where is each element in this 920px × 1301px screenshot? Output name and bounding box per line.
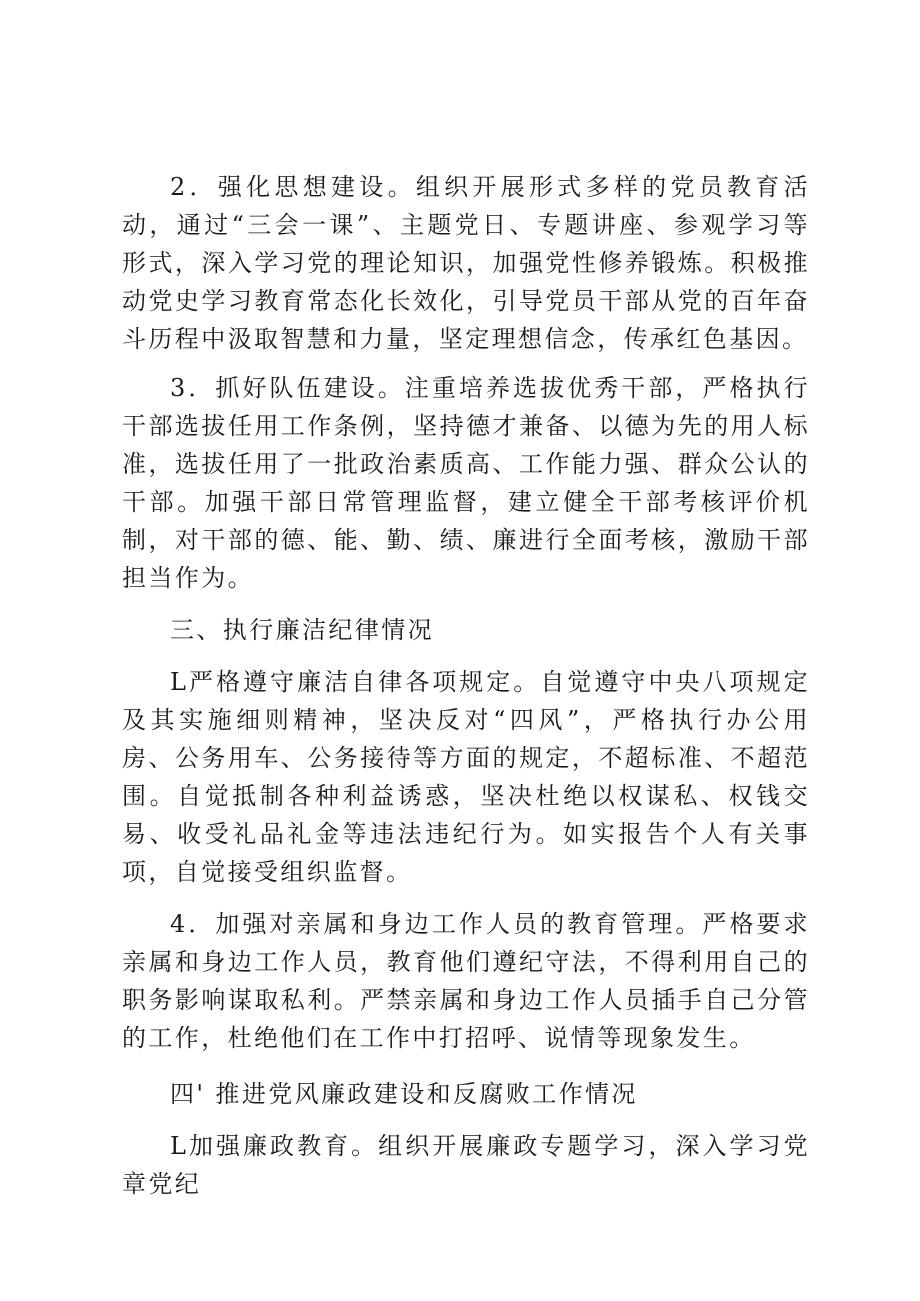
paragraph-body: 严格要求亲属和身边工作人员，教育他们遵纪守法，不得利用自己的职务影响谋取私利。严禁亲属和身边工作人员插手自己分管的工作，杜绝他们在工作中打招呼、说情等现象发生。 [122,910,810,1052]
paragraph-team-building [122,369,810,597]
paragraph-lead: L加强廉政教育。 [170,1132,379,1160]
section-heading-anticorruption: 四' 推进党风廉政建设和反腐败工作情况 [170,1080,638,1108]
paragraph-self-discipline [122,663,810,891]
section-heading-discipline: 三、执行廉洁纪律情况 [170,616,434,644]
paragraph-integrity-education [122,1127,810,1203]
document-page [122,168,810,1203]
paragraph-lead: L严格遵守廉洁自律各项规定。 [170,668,541,696]
paragraph-body: 注重培养选拔优秀干部，严格执行干部选拔任用工作条例，坚持德才兼备、以德为先的用人标准，选拔任用了一批政治素质高、工作能力强、群众公认的干部。加强干部日常管理监督，建立健全干部考核评价机制，对干部的德、能、勤、绩、廉进行全面考核，激励干部担当作为。 [122,374,811,592]
paragraph-relatives-management [122,905,810,1057]
paragraph-lead: 3．抓好队伍建设。 [170,374,405,402]
paragraph-lead: 4．加强对亲属和身边工作人员的教育管理。 [170,910,703,938]
paragraph-lead: 2．强化思想建设。 [170,173,416,201]
paragraph-strengthen-thinking [122,168,810,358]
paragraph-body: 组织开展形式多样的党员教育活动，通过“三会一课”、主题党日、专题讲座、参观学习等形式，深入学习党的理论知识，加强党性修养锻炼。积极推动党史学习教育常态化长效化，引导党员干部从党的百年奋斗历程中汲取智慧和力量，坚定理想信念，传承红色基因。 [122,173,810,353]
paragraph-body: 组织开展廉政专题学习，深入学习党章党纪 [122,1132,810,1198]
paragraph-body: 自觉遵守中央八项规定及其实施细则精神，坚决反对“四风”，严格执行办公用房、公务用车、公务接待等方面的规定，不超标准、不超范围。自觉抵制各种利益诱惑，坚决杜绝以权谋私、权钱交易、收受礼品礼金等违法违纪行为。如实报告个人有关事项，自觉接受组织监督。 [122,668,810,886]
